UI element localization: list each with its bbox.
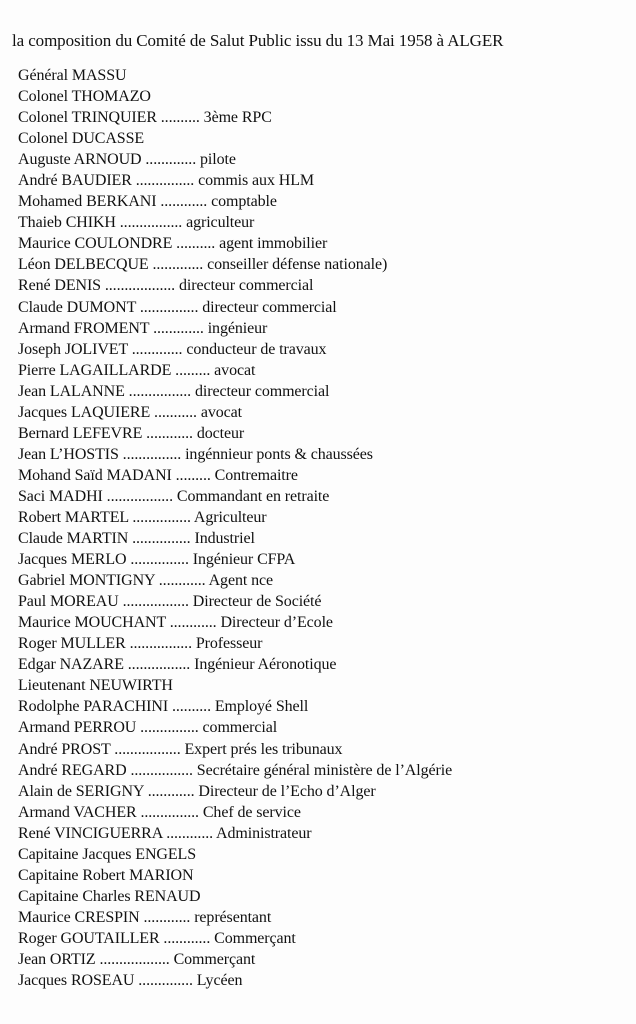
member-entry: René VINCIGUERRA ............ Administrateur [18,824,312,842]
member-entry: Jacques LAQUIERE ........... avocat [18,403,242,421]
member-entry: Lieutenant NEUWIRTH [18,677,173,695]
member-entry: Bernard LEFEVRE ............ docteur [18,424,245,442]
member-entry: Maurice MOUCHANT ............ Directeur d’Ecole [18,614,333,632]
member-entry: Capitaine Jacques ENGELS [18,845,196,863]
member-entry: Jean LALANNE ................ directeur commercial [18,382,330,400]
member-entry: Jean ORTIZ .................. Commerçant [18,950,256,968]
member-entry: Gabriel MONTIGNY ............ Agent nce [18,572,274,590]
member-entry: Capitaine Robert MARION [18,866,194,884]
member-entry: André BAUDIER ............... commis aux HLM [18,172,315,190]
member-entry: Jacques MERLO ............... Ingénieur CFPA [18,551,296,569]
member-list [18,65,452,991]
member-entry: Mohamed BERKANI ............ comptable [18,193,277,211]
member-entry: Saci MADHI ................. Commandant en retraite [18,487,330,505]
member-entry: Edgar NAZARE ................ Ingénieur Aéronotique [18,656,337,674]
member-entry: Joseph JOLIVET ............. conducteur de travaux [18,340,327,358]
member-entry: Général MASSU [18,67,127,84]
member-entry: Jacques ROSEAU .............. Lycéen [18,972,243,990]
member-entry: Capitaine Charles RENAUD [18,887,201,905]
member-entry: Armand VACHER ............... Chef de service [18,803,301,821]
member-entry: André PROST ................. Expert prés les tribunaux [18,740,343,758]
member-entry: Claude DUMONT ............... directeur commercial [18,298,337,316]
member-entry: André REGARD ................ Secrétaire général ministère de l’Algérie [18,761,453,779]
member-entry: Maurice COULONDRE .......... agent immobilier [18,235,328,253]
member-entry: Jean L’HOSTIS ............... ingénnieur ponts & chaussées [18,445,373,463]
member-entry: Armand FROMENT ............. ingénieur [18,319,268,337]
member-entry: Léon DELBECQUE ............. conseiller défense nationale) [18,256,388,274]
member-entry: Paul MOREAU ................. Directeur de Société [18,593,322,611]
member-entry: Claude MARTIN ............... Industriel [18,530,255,548]
member-entry: Thaieb CHIKH ................ agriculteur [18,214,255,232]
member-entry: Roger MULLER ................ Professeur [18,635,263,653]
member-entry: René DENIS .................. directeur commercial [18,277,314,295]
member-entry: Maurice CRESPIN ............ représentant [18,908,272,926]
member-entry: Rodolphe PARACHINI .......... Employé Shell [18,698,309,716]
member-entry: Pierre LAGAILLARDE ......... avocat [18,361,256,379]
member-entry: Robert MARTEL ............... Agriculteur [18,508,267,526]
member-entry: Colonel THOMAZO [18,88,151,106]
member-entry: Alain de SERIGNY ............ Directeur de l’Echo d’Alger [18,782,376,800]
member-entry: Colonel DUCASSE [18,130,145,148]
member-entry: Auguste ARNOUD ............. pilote [18,151,236,169]
member-entry: Mohand Saïd MADANI ......... Contremaitre [18,466,298,484]
member-entry: Colonel TRINQUIER .......... 3ème RPC [18,109,272,127]
member-entry: Armand PERROU ............... commercial [18,719,278,737]
member-entry: Roger GOUTAILLER ............ Commerçant [18,929,296,947]
document-title: la composition du Comité de Salut Public issu du 13 Mai 1958 à ALGER [12,31,504,50]
